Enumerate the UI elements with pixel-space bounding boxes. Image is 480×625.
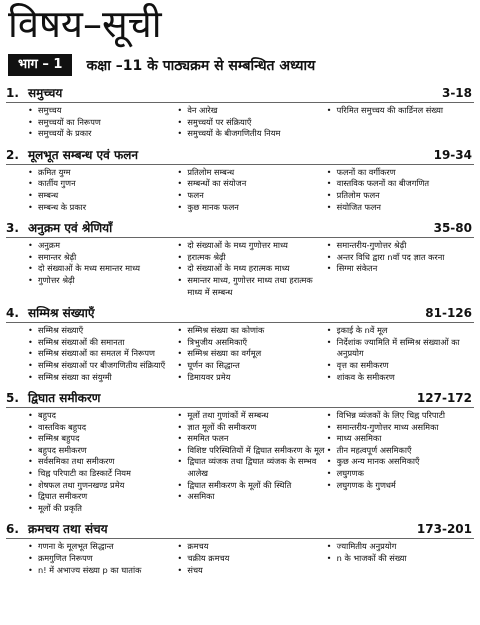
topic-item: • सम्मिश्र संख्याएँ [26,325,175,337]
topic-item: • तीन महत्वपूर्ण असमिकाएँ [325,445,474,457]
topic-item: • गुणोत्तर श्रेढ़ी [26,275,175,287]
chapter-header [6,520,474,539]
topic-item: • लघुगणक के गुणधर्म [325,480,474,492]
chapter-title[interactable] [6,304,95,321]
topic-columns [6,410,474,514]
topic-item: • मूलों तथा गुणांकों में सम्बन्ध [175,410,324,422]
topic-item: • n के भाजकों की संख्या [325,553,474,565]
chapter-number: 3. [6,221,19,236]
chapter [6,146,474,213]
topic-item: • समुच्चयों पर संक्रियाएँ [175,117,324,129]
topic-item: • क्रमगुणित निरूपण [26,553,175,565]
topic-item: • सम्मिश्र संख्याओं की समानता [26,337,175,349]
topic-item: • दो संख्याओं के मध्य हरात्मक माध्य [175,263,324,275]
chapter-header [6,219,474,238]
topic-item: • द्विघात समीकरण के मूलों की स्थिति [175,480,324,492]
topic-item: • गणना के मूलभूत सिद्धान्त [26,541,175,553]
topic-column [26,325,175,383]
topic-item: • सम्मिश्र संख्या का कोणांक [175,325,324,337]
topic-item: • बहुपद [26,410,175,422]
topic-item: • ज्ञात मूलों की समीकरण [175,422,324,434]
chapter-title[interactable] [6,389,100,406]
topic-item: • बहुपद समीकरण [26,445,175,457]
chapter [6,304,474,383]
topic-item: • वास्तविक बहुपद [26,422,175,434]
topic-item: • समुच्चय [26,105,175,117]
topic-item: • समुच्चयों का निरूपण [26,117,175,129]
topic-column [325,410,474,514]
chapter-number: 1. [6,86,19,100]
topic-item: • शांकव के समीकरण [325,372,474,384]
topic-item: • कुछ मानक फलन [175,202,324,214]
topic-item: • निर्देशांक ज्यामिति में सम्मिश्र संख्याओं का अनुप्रयोग [325,337,474,360]
topic-column [325,105,474,140]
chapter-list [6,84,474,576]
topic-columns [6,541,474,576]
chapter-title-text: सम्मिश्र संख्याएँ [28,306,95,321]
part-header [6,52,474,78]
topic-item: • चक्रीय क्रमचय [175,553,324,565]
topic-item: • सममित फलन [175,433,324,445]
topic-item: • कार्तीय गुणन [26,178,175,190]
topic-columns [6,105,474,140]
topic-item: • फलनों का वर्गीकरण [325,167,474,179]
chapter-pages: 3-18 [441,86,472,100]
topic-item: • समान्तरीय-गुणोत्तर श्रेढ़ी [325,240,474,252]
chapter [6,219,474,298]
topic-item: • n! में अभाज्य संख्या p का घातांक [26,565,175,577]
topic-item: • सम्मिश्र संख्याओं पर बीजगणितीय संक्रियाएँ [26,360,175,372]
topic-item: • समुच्चयों के बीजगणितीय नियम [175,128,324,140]
part-badge: भाग – 1 [8,54,72,76]
topic-item: • मूलों की प्रकृति [26,503,175,515]
topic-item: • वास्तविक फलनों का बीजगणित [325,178,474,190]
topic-item: • सम्मिश्र संख्या का वर्गमूल [175,348,324,360]
topic-item: • फलन [175,190,324,202]
topic-item: • सर्वसमिका तथा समीकरण [26,456,175,468]
topic-item: • द्विघात व्यंजक तथा द्विघात व्यंजक के सम्भव आलेख [175,456,324,479]
topic-item: • वृत्त का समीकरण [325,360,474,372]
topic-column [26,240,175,298]
chapter-number: 4. [6,306,19,321]
chapter-pages: 35-80 [433,221,472,236]
topic-item: • वेन आरेख [175,105,324,117]
topic-item: • दो संख्याओं के मध्य समान्तर माध्य [26,263,175,275]
topic-item: • प्रतिलोम फलन [325,190,474,202]
topic-item: • अनुक्रम [26,240,175,252]
topic-item: • क्रमचय [175,541,324,553]
topic-item: • कुछ अन्य मानक असमिकाएँ [325,456,474,468]
topic-item: • संचय [175,565,324,577]
chapter-number: 5. [6,391,19,406]
topic-column [175,325,324,383]
topic-item: • सम्बन्ध के प्रकार [26,202,175,214]
toc-page [0,2,480,625]
topic-item: • संयोजित फलन [325,202,474,214]
topic-column [26,541,175,576]
topic-item: • ज्यामितीय अनुप्रयोग [325,541,474,553]
page-title: विषय–सूची [8,2,162,46]
topic-item: • घूर्णन का सिद्धान्त [175,360,324,372]
topic-item: • इकाई के nवें मूल [325,325,474,337]
chapter-pages: 81-126 [425,306,472,321]
topic-item: • समुच्चयों के प्रकार [26,128,175,140]
topic-item: • सम्बन्धों का संयोजन [175,178,324,190]
topic-column [325,167,474,213]
topic-item: • दो संख्याओं के मध्य गुणोत्तर माध्य [175,240,324,252]
chapter-title[interactable] [6,520,108,537]
topic-item: • चिह्न परिपाटी का डिस्कार्टे नियम [26,468,175,480]
topic-column [175,240,324,298]
topic-column [175,105,324,140]
chapter-header [6,84,474,103]
chapter-pages: 173-201 [416,522,472,537]
topic-item: • माध्य असमिका [325,433,474,445]
topic-item: • परिमित समुच्चय की कार्डिनल संख्या [325,105,474,117]
topic-column [175,410,324,514]
topic-item: • डिमायवर प्रमेय [175,372,324,384]
topic-column [175,167,324,213]
topic-item: • समान्तर श्रेढ़ी [26,252,175,264]
chapter-title-text: अनुक्रम एवं श्रेणियाँ [28,221,113,236]
chapter-title-text: मूलभूत सम्बन्ध एवं फलन [28,147,139,162]
topic-column [26,410,175,514]
chapter [6,389,474,514]
topic-columns [6,325,474,383]
part-title: कक्षा –11 के पाठ्यक्रम से सम्बन्धित अध्याय [86,57,316,74]
topic-item: • शेषफल तथा गुणनखण्ड प्रमेय [26,480,175,492]
topic-item: • अन्तर विधि द्वारा nवाँ पद ज्ञात करना [325,252,474,264]
chapter-header [6,304,474,323]
topic-item: • सम्मिश्र बहुपद [26,433,175,445]
topic-item: • सम्मिश्र संख्या का संयुग्मी [26,372,175,384]
chapter-pages: 127-172 [416,391,472,406]
topic-item: • क्रमित युग्म [26,167,175,179]
topic-item: • द्विघात समीकरण [26,491,175,503]
chapter-title-text: द्विघात समीकरण [28,391,101,406]
topic-item: • लघुगणक [325,468,474,480]
topic-columns [6,240,474,298]
chapter [6,520,474,576]
chapter-title[interactable] [6,146,138,163]
chapter-pages: 19-34 [433,147,472,162]
chapter-title[interactable] [6,219,112,236]
topic-item: • असमिका [175,491,324,503]
topic-item: • विशिष्ट परिस्थितियों में द्विघात समीकरण के मूल [175,445,324,457]
topic-item: • हरात्मक श्रेढ़ी [175,252,324,264]
topic-item: • सिग्मा संकेतन [325,263,474,275]
topic-column [325,325,474,383]
chapter-title-text: क्रमचय तथा संचय [28,522,108,537]
topic-item: • त्रिभुजीय असमिकाएँ [175,337,324,349]
chapter-title[interactable] [6,84,62,101]
topic-item: • विभिन्न व्यंजकों के लिए चिह्न परिपाटी [325,410,474,422]
chapter-number: 6. [6,522,19,537]
topic-item: • समान्तरीय-गुणोत्तर माध्य असमिका [325,422,474,434]
topic-column [26,105,175,140]
chapter-title-text: समुच्चय [28,86,63,100]
chapter [6,84,474,140]
chapter-number: 2. [6,147,19,162]
topic-column [325,541,474,576]
topic-column [175,541,324,576]
topic-column [325,240,474,298]
topic-item: • प्रतिलोम सम्बन्ध [175,167,324,179]
topic-item: • सम्बन्ध [26,190,175,202]
topic-column [26,167,175,213]
topic-item: • सम्मिश्र संख्याओं का समतल में निरूपण [26,348,175,360]
chapter-header [6,146,474,165]
chapter-header [6,389,474,408]
topic-columns [6,167,474,213]
topic-item: • समान्तर माध्य, गुणोत्तर माध्य तथा हरात्मक माध्य में सम्बन्ध [175,275,324,298]
